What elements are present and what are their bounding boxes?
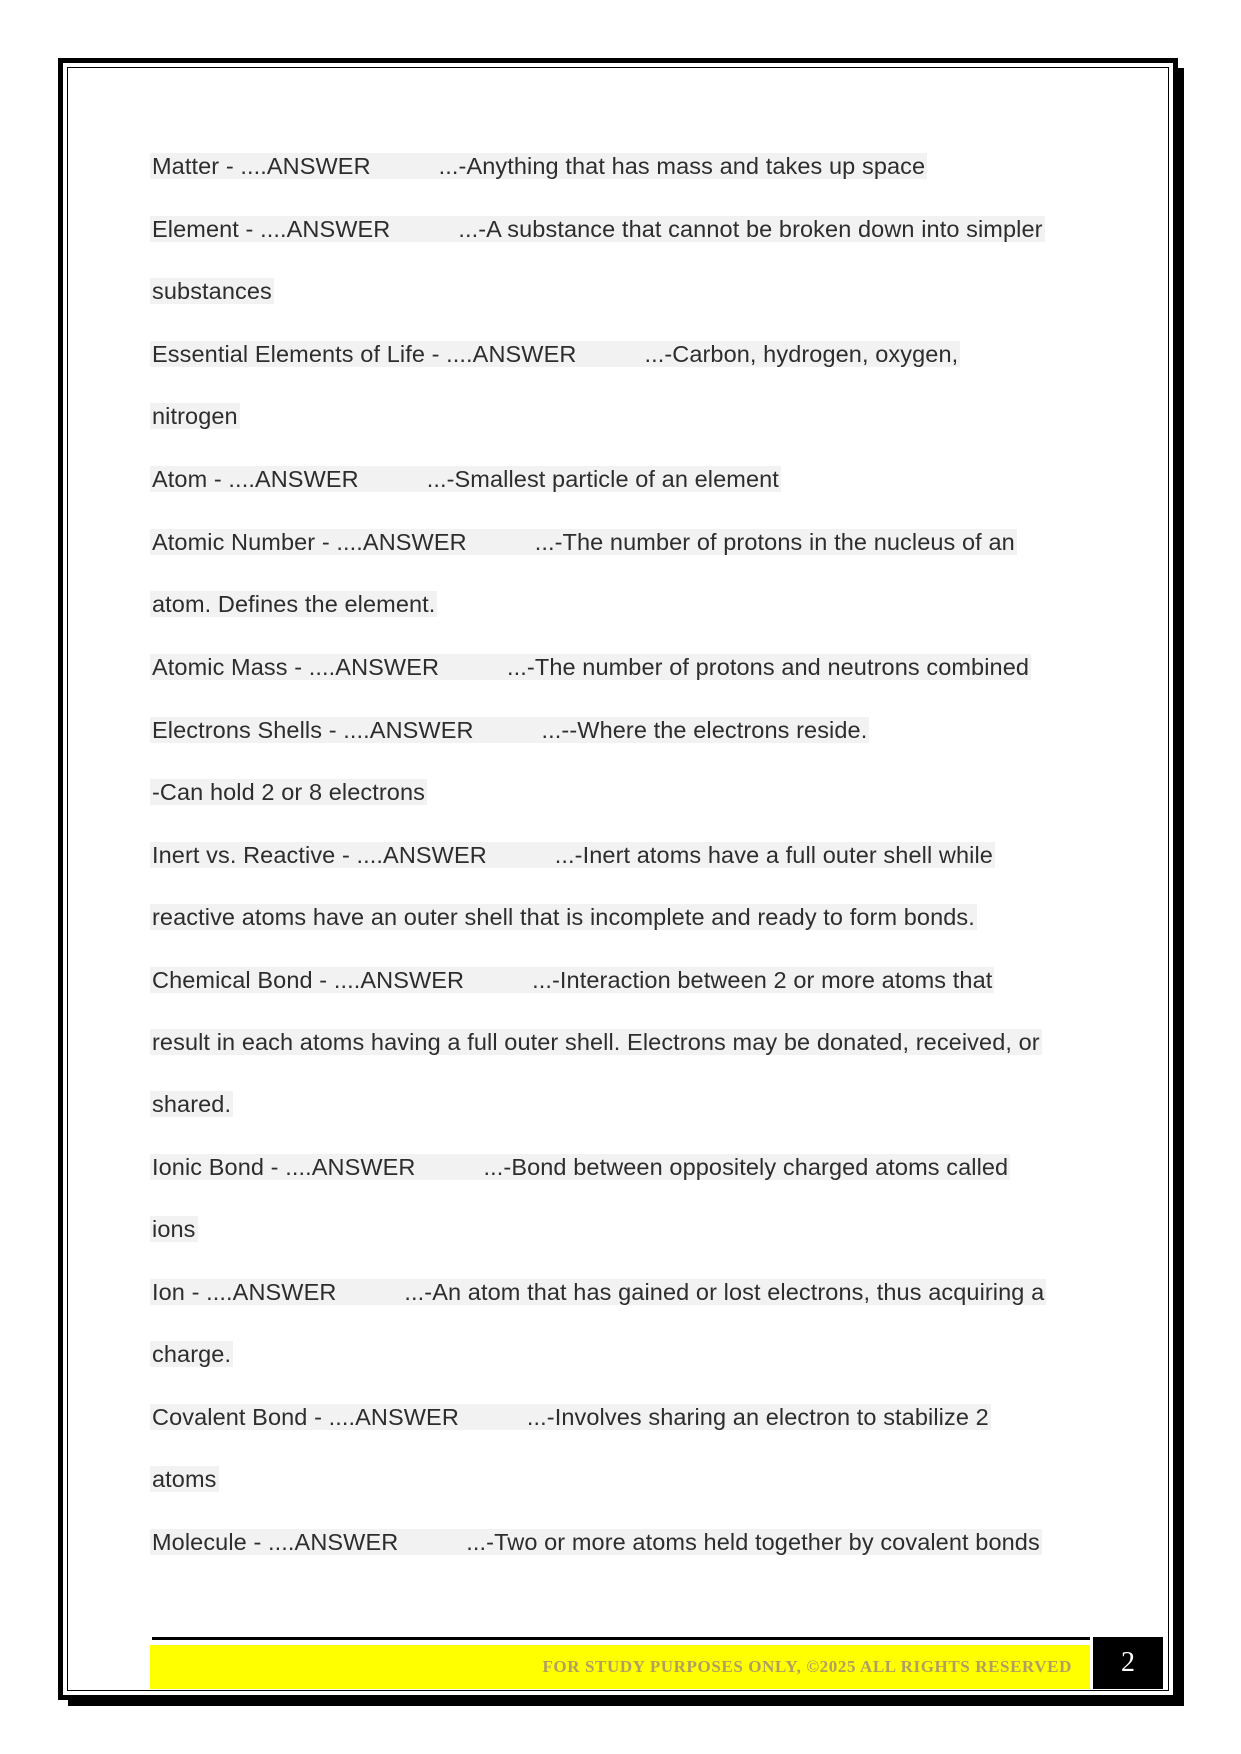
flashcard-entry	[150, 463, 1095, 495]
entry-continuation-line	[150, 1026, 1095, 1058]
entry-continuation-line	[150, 275, 1095, 307]
page-number: 2	[1093, 1637, 1163, 1689]
entry-answer: ...-Anything that has mass and takes up space	[438, 153, 926, 179]
highlight	[150, 341, 960, 367]
flashcard-list	[150, 150, 1095, 1558]
entry-term: Electrons Shells - ....ANSWER	[152, 717, 474, 743]
entry-continuation-line	[150, 588, 1095, 620]
entry-answer-continued: -Can hold 2 or 8 electrons	[152, 779, 425, 805]
highlight	[150, 1279, 1046, 1305]
footer-bar	[150, 1645, 1090, 1689]
highlight	[150, 1091, 233, 1117]
highlight	[150, 967, 994, 993]
entry-answer: ...--Where the electrons reside.	[541, 717, 868, 743]
entry-answer: ...-Two or more atoms held together by covalent bonds	[466, 1529, 1040, 1555]
entry-answer-continued: reactive atoms have an outer shell that is incomplete and ready to form bonds.	[152, 904, 975, 930]
highlight	[150, 403, 240, 429]
entry-answer: ...-Inert atoms have a full outer shell while	[554, 842, 993, 868]
entry-answer-continued: ions	[152, 1216, 196, 1242]
highlight	[150, 466, 781, 492]
entry-continuation-line	[150, 1338, 1095, 1370]
flashcard-entry	[150, 964, 1095, 1120]
entry-first-line	[150, 839, 1095, 871]
flashcard-entry	[150, 1401, 1095, 1495]
entry-continuation-line	[150, 400, 1095, 432]
entry-answer-continued: result in each atoms having a full outer shell. Electrons may be donated, received, or	[152, 1029, 1040, 1055]
entry-term: Chemical Bond - ....ANSWER	[152, 967, 465, 993]
highlight	[150, 1216, 198, 1242]
entry-answer-continued: shared.	[152, 1091, 232, 1117]
entry-term: Inert vs. Reactive - ....ANSWER	[152, 842, 487, 868]
entry-answer: ...-Carbon, hydrogen, oxygen,	[644, 341, 959, 367]
entry-term: Atomic Mass - ....ANSWER	[152, 654, 440, 680]
highlight	[150, 654, 1031, 680]
entry-answer: ...-The number of protons in the nucleus of an	[534, 529, 1015, 555]
flashcard-entry	[150, 1526, 1095, 1558]
entry-term: Atom - ....ANSWER	[152, 466, 359, 492]
entry-answer-continued: atom. Defines the element.	[152, 591, 436, 617]
highlight	[150, 278, 274, 304]
flashcard-entry	[150, 714, 1095, 808]
highlight	[150, 1404, 991, 1430]
entry-continuation-line	[150, 901, 1095, 933]
entry-answer: ...-Involves sharing an electron to stabilize 2	[526, 1404, 989, 1430]
highlight	[150, 1341, 233, 1367]
entry-first-line	[150, 213, 1095, 245]
entry-term: Matter - ....ANSWER	[152, 153, 371, 179]
highlight	[150, 153, 927, 179]
entry-term: Atomic Number - ....ANSWER	[152, 529, 467, 555]
highlight	[150, 717, 869, 743]
entry-continuation-line	[150, 776, 1095, 808]
entry-term: Ionic Bond - ....ANSWER	[152, 1154, 416, 1180]
highlight	[150, 1466, 219, 1492]
entry-continuation-line	[150, 1088, 1095, 1120]
entry-answer-continued: substances	[152, 278, 272, 304]
entry-continuation-line	[150, 1213, 1095, 1245]
entry-answer: ...-A substance that cannot be broken down into simpler	[458, 216, 1043, 242]
entry-answer: ...-The number of protons and neutrons combined	[507, 654, 1030, 680]
flashcard-entry	[150, 338, 1095, 432]
entry-answer: ...-Bond between oppositely charged atoms called	[483, 1154, 1009, 1180]
highlight	[150, 216, 1045, 242]
flashcard-entry	[150, 526, 1095, 620]
entry-first-line	[150, 463, 1095, 495]
entry-first-line	[150, 964, 1095, 996]
highlight	[150, 1529, 1042, 1555]
flashcard-entry	[150, 651, 1095, 683]
highlight	[150, 529, 1017, 555]
highlight	[150, 1154, 1010, 1180]
entry-first-line	[150, 651, 1095, 683]
entry-term: Element - ....ANSWER	[152, 216, 391, 242]
entry-first-line	[150, 1526, 1095, 1558]
entry-first-line	[150, 1276, 1095, 1308]
entry-first-line	[150, 714, 1095, 746]
entry-answer-continued: atoms	[152, 1466, 217, 1492]
entry-continuation-line	[150, 1463, 1095, 1495]
flashcard-entry	[150, 150, 1095, 182]
highlight	[150, 591, 437, 617]
highlight	[150, 779, 427, 805]
entry-first-line	[150, 338, 1095, 370]
entry-term: Molecule - ....ANSWER	[152, 1529, 399, 1555]
entry-first-line	[150, 150, 1095, 182]
entry-term: Ion - ....ANSWER	[152, 1279, 337, 1305]
flashcard-entry	[150, 1151, 1095, 1245]
highlight	[150, 842, 995, 868]
entry-first-line	[150, 1401, 1095, 1433]
flashcard-entry	[150, 213, 1095, 307]
entry-term: Covalent Bond - ....ANSWER	[152, 1404, 459, 1430]
footer-text: FOR STUDY PURPOSES ONLY, ©2025 ALL RIGHTS RESERVED	[542, 1657, 1072, 1676]
highlight	[150, 1029, 1042, 1055]
entry-answer-continued: charge.	[152, 1341, 232, 1367]
highlight	[150, 904, 977, 930]
entry-first-line	[150, 526, 1095, 558]
entry-answer: ...-An atom that has gained or lost electrons, thus acquiring a	[404, 1279, 1045, 1305]
entry-term: Essential Elements of Life - ....ANSWER	[152, 341, 577, 367]
entry-first-line	[150, 1151, 1095, 1183]
entry-answer: ...-Interaction between 2 or more atoms that	[532, 967, 993, 993]
entry-answer: ...-Smallest particle of an element	[426, 466, 779, 492]
footer-rule	[152, 1637, 1090, 1640]
flashcard-entry	[150, 1276, 1095, 1370]
flashcard-entry	[150, 839, 1095, 933]
entry-answer-continued: nitrogen	[152, 403, 238, 429]
